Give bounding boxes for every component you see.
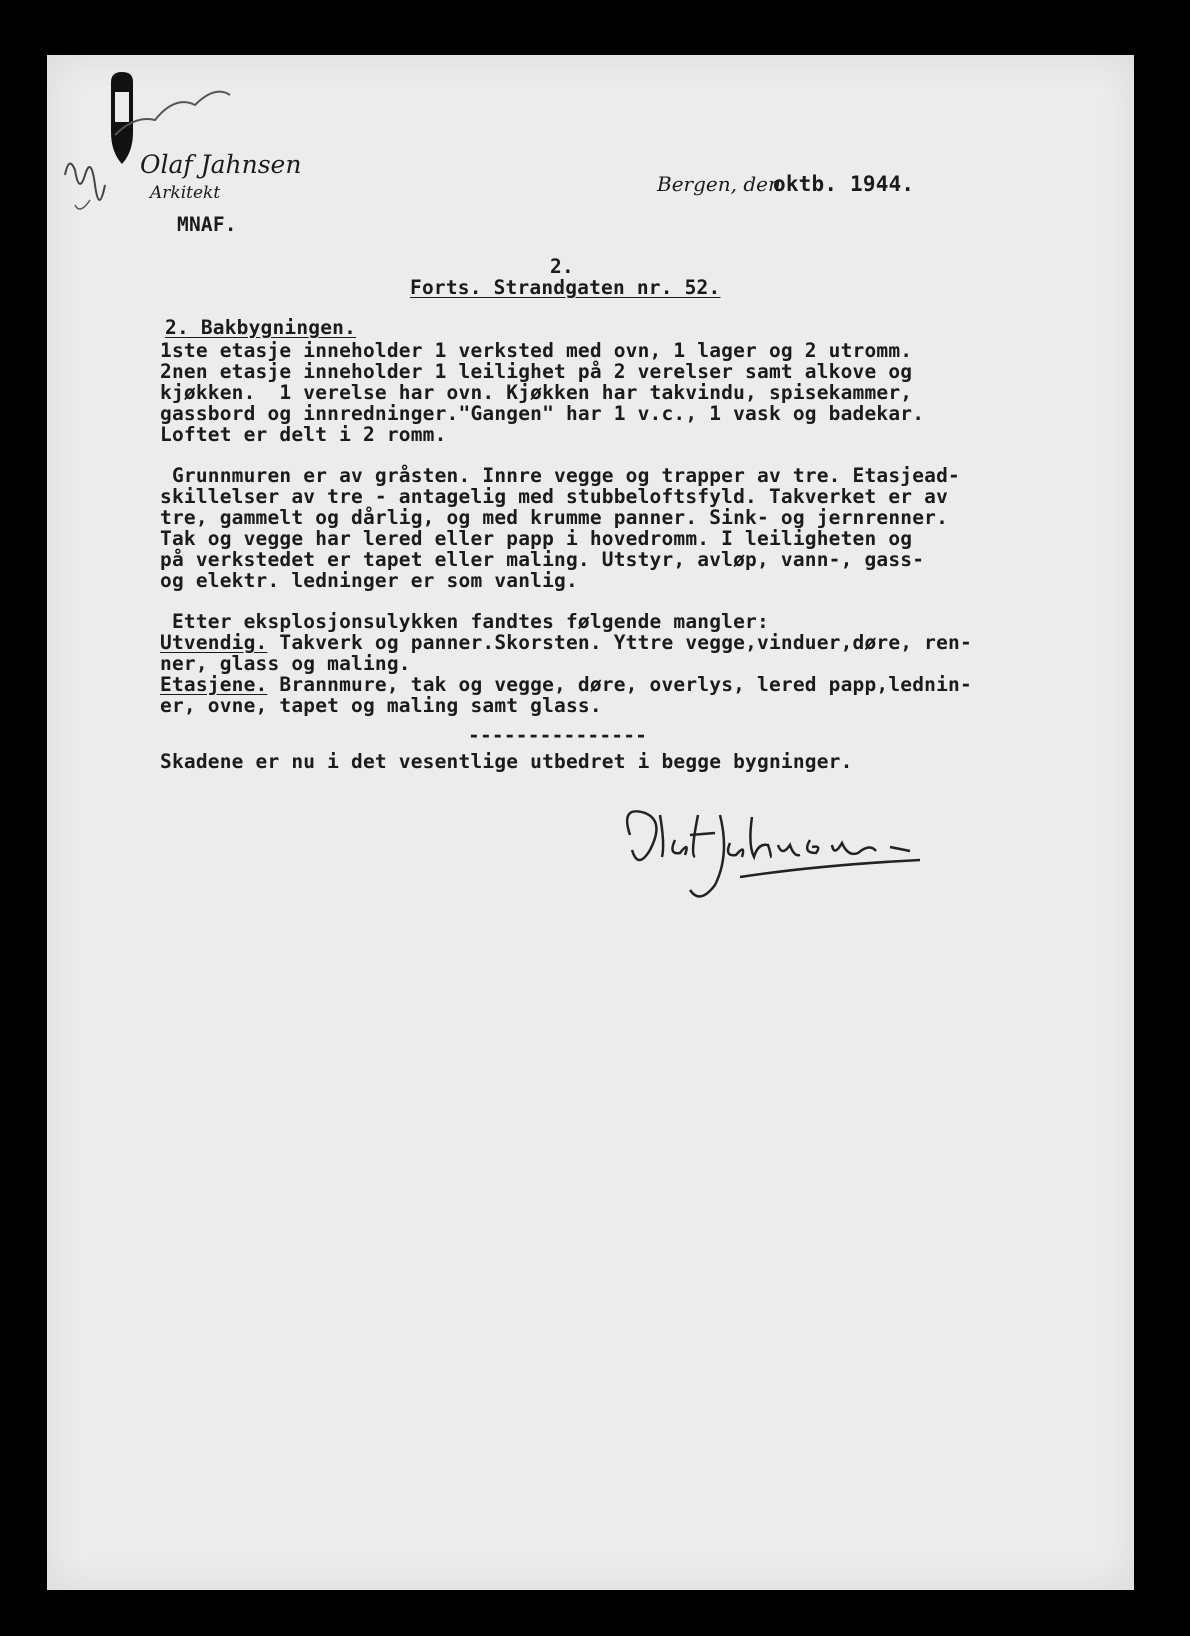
section-line: Loftet er delt i 2 romm.	[160, 423, 447, 446]
place-date-prefix: Bergen, den	[657, 172, 781, 196]
etasjene-cont: er, ovne, tapet og maling samt glass.	[160, 694, 602, 717]
etasjene-line	[160, 673, 972, 696]
paragraph-line: på verkstedet er tapet eller maling. Utstyr, avløp, vann-, gass-	[160, 548, 925, 571]
section-line: kjøkken. 1 verelse har ovn. Kjøkken har takvindu, spisekammer,	[160, 381, 913, 404]
paragraph-line: skillelser av tre - antagelig med stubbeloftsfyld. Takverket er av	[160, 485, 949, 508]
handwritten-signature	[620, 795, 960, 925]
page-number: 2.	[550, 255, 574, 278]
utvendig-label: Utvendig.	[160, 631, 268, 654]
section-heading: 2. Bakbygningen.	[165, 316, 357, 339]
separator-line: ---------------	[468, 724, 648, 747]
section-line: 2nen etasje inneholder 1 leilighet på 2 verelser samt alkove og	[160, 360, 913, 383]
paragraph-line: Tak og vegge har lered eller papp i hovedromm. I leiligheten og	[160, 527, 913, 550]
utvendig-text: Takverk og panner.Skorsten. Yttre vegge,vinduer,døre, ren-	[267, 631, 972, 654]
letterhead-title: Arkitekt	[150, 183, 221, 203]
paragraph-line: tre, gammelt og dårlig, og med krumme panner. Sink- og jernrenner.	[160, 506, 949, 529]
section-line: 1ste etasje inneholder 1 verksted med ovn, 1 lager og 2 utromm.	[160, 339, 913, 362]
section-line: gassbord og innredninger."Gangen" har 1 v.c., 1 vask og badekar.	[160, 402, 925, 425]
document-title: Forts. Strandgaten nr. 52.	[410, 276, 721, 299]
closing-sentence: Skadene er nu i det vesentlige utbedret i begge bygninger.	[160, 750, 853, 773]
utvendig-line	[160, 631, 972, 654]
letterhead-membership: MNAF.	[177, 213, 237, 236]
letter-date: oktb. 1944.	[773, 172, 915, 196]
etasjene-text: Brannmure, tak og vegge, døre, overlys, lered papp,lednin-	[267, 673, 972, 696]
damage-intro: Etter eksplosjonsulykken fandtes følgende mangler:	[160, 610, 769, 633]
paragraph-line: Grunnmuren er av gråsten. Innre vegge og trapper av tre. Etasjead-	[160, 464, 960, 487]
paragraph-line: og elektr. ledninger er som vanlig.	[160, 569, 578, 592]
letterhead-name: Olaf Jahnsen	[140, 150, 302, 179]
utvendig-cont: ner, glass og maling.	[160, 652, 411, 675]
etasjene-label: Etasjene.	[160, 673, 268, 696]
